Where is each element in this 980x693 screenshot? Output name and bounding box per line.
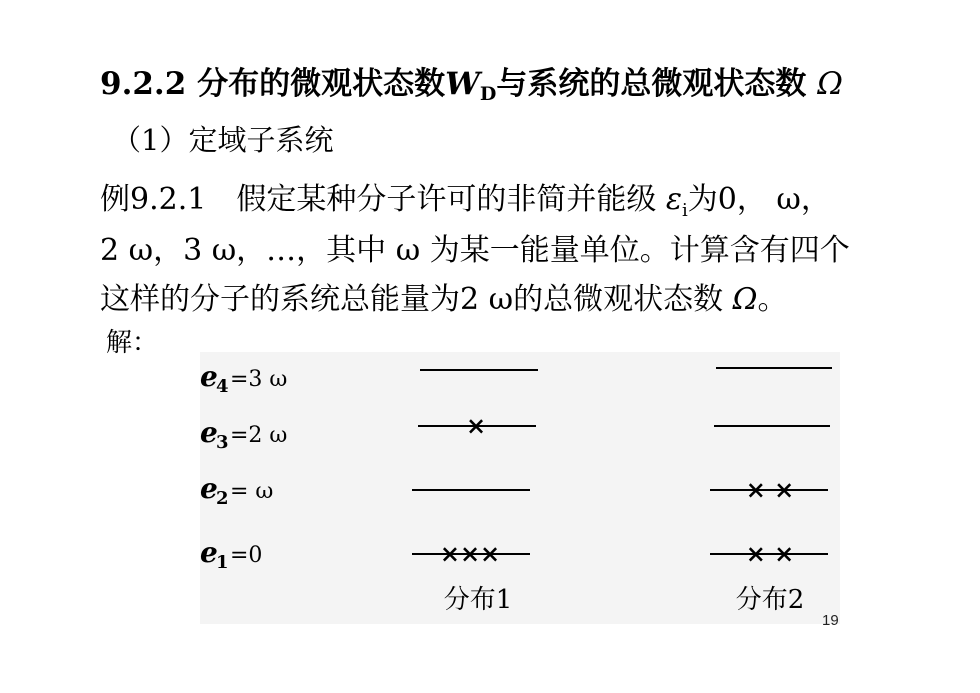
dist2-level-1-markers: × × bbox=[745, 539, 795, 568]
slide-title: 9.2.2 分布的微观状态数$W_D$与系统的总微观状态数 Ω bbox=[100, 66, 843, 105]
level-label-e3 bbox=[200, 416, 287, 453]
svg-text:3: 3 bbox=[216, 432, 229, 453]
dist1-label: 分布1 bbox=[443, 585, 513, 615]
level-label-e1 bbox=[200, 536, 262, 573]
page-number: 19 bbox=[822, 612, 839, 629]
energy-level-figure bbox=[200, 352, 840, 624]
dist2-label: 分布2 bbox=[735, 585, 805, 615]
svg-text:2: 2 bbox=[216, 488, 229, 509]
example-line-2: 2 ω，3 ω，…，其中 ω 为某一能量单位。计算含有四个 bbox=[100, 233, 850, 268]
example-line-3: 这样的分子的系统总能量为2 ω的总微观状态数 Ω。 bbox=[100, 282, 788, 317]
svg-text:=2 ω: =2 ω bbox=[230, 423, 288, 448]
energy-level-diagram bbox=[200, 352, 840, 624]
svg-text:4: 4 bbox=[216, 376, 229, 397]
svg-text:e: e bbox=[200, 472, 218, 505]
level-label-e4 bbox=[200, 360, 287, 397]
svg-text:e: e bbox=[200, 416, 218, 449]
subsection-heading: （1）定域子系统 bbox=[112, 123, 334, 157]
dist1-level-1-markers: ××× bbox=[439, 539, 501, 568]
svg-text:e: e bbox=[200, 536, 218, 569]
level-label-e2 bbox=[200, 472, 273, 509]
dist1-level-3-markers: × bbox=[465, 411, 487, 440]
svg-text:1: 1 bbox=[216, 552, 229, 573]
svg-text:=3 ω: =3 ω bbox=[230, 367, 288, 392]
dist2-level-2-markers: × × bbox=[745, 475, 795, 504]
svg-text:=0: =0 bbox=[230, 543, 263, 568]
svg-text:e: e bbox=[200, 360, 218, 393]
example-line-1: 例9.2.1 假定某种分子许可的非简并能级 $\varepsilon_i$为0， ω， bbox=[100, 182, 831, 221]
solution-label: 解： bbox=[106, 328, 159, 358]
svg-text:= ω: = ω bbox=[230, 479, 274, 504]
